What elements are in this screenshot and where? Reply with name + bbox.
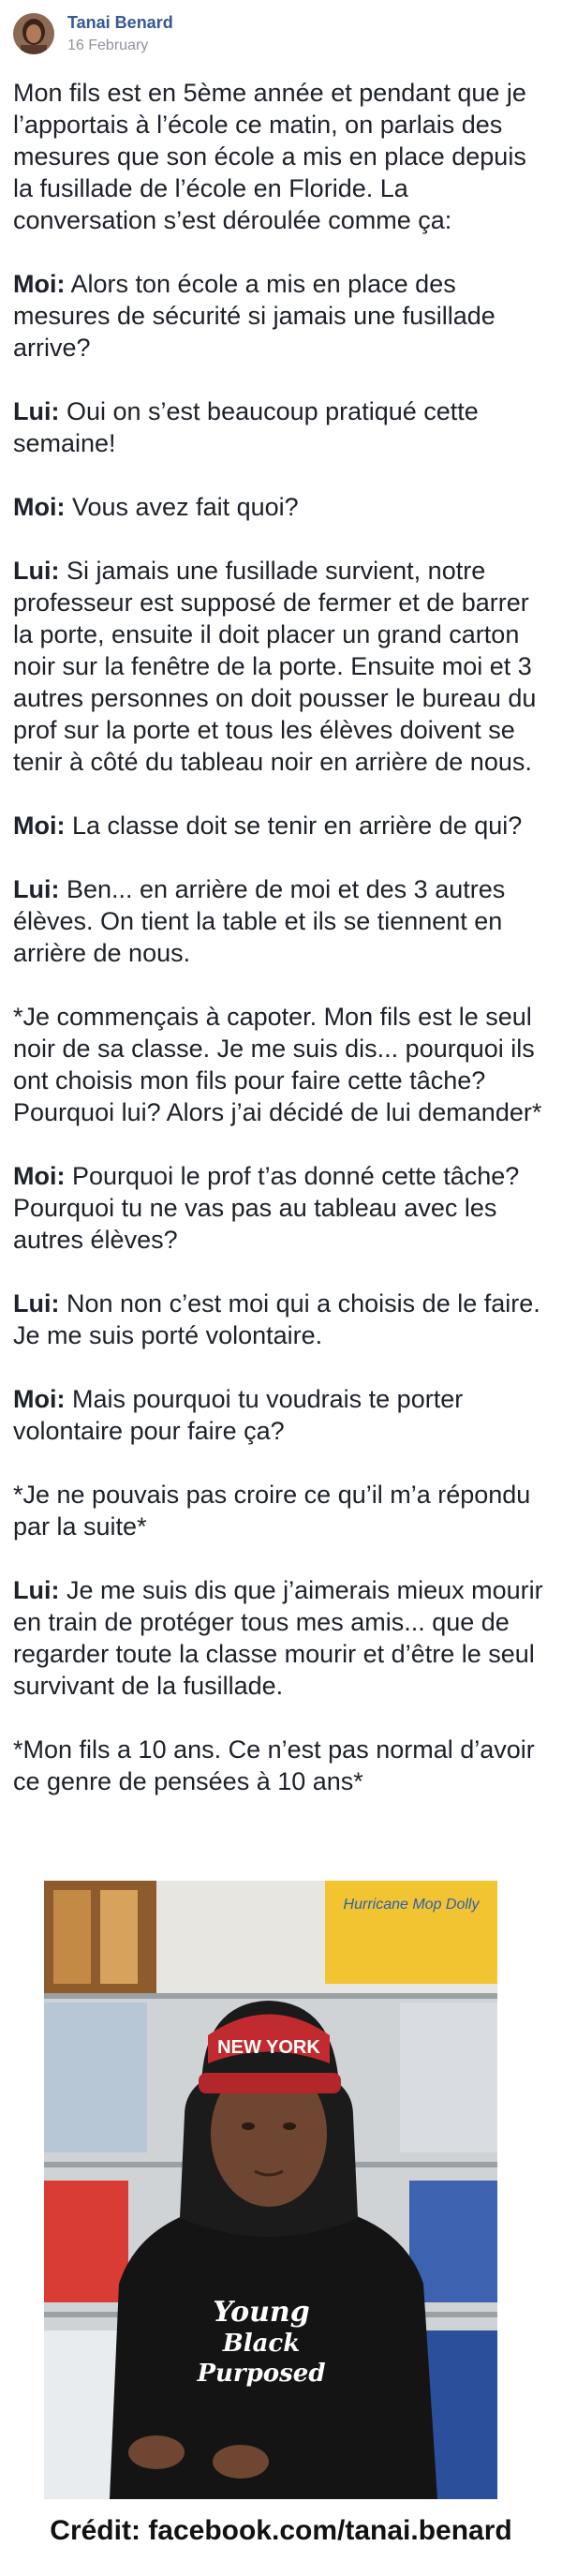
dialogue-paragraph (13, 1383, 549, 1447)
dialogue-text: Je me suis dis que j’aimerais mieux mourir en train de protéger tous mes amis... que de regarder toute la classe mourir et d’être le seul survivant de la fusillade. (13, 1576, 543, 1700)
hoodie-text-young: Young (213, 2296, 310, 2329)
speaker-label: Lui: (13, 1289, 60, 1318)
speaker-label: Lui: (13, 557, 60, 585)
dialogue-text: *Je commençais à capoter. Mon fils est le seul noir de sa classe. Je me suis dis... pourquoi ils ont choisis mon fils pour faire cette tâche? Pourquoi lui? Alors j’ai décidé de lui demander* (13, 1003, 542, 1126)
speaker-label: Lui: (13, 1576, 60, 1604)
post-date[interactable]: 16 February (67, 37, 149, 53)
dialogue-text: Si jamais une fusillade survient, notre professeur est supposé de fermer et de barrer la porte, ensuite il doit placer un grand carton noir sur la fenêtre de la porte. Ensuite moi et 3 autres personnes on doit pousser le bureau du prof sur la porte et tous les élèves doivent se tenir à côté du tableau noir en arrière de nous. (13, 557, 537, 776)
dialogue-paragraph (13, 1734, 549, 1797)
dialogue-paragraph (13, 1160, 549, 1256)
dialogue-text: Oui on s’est beaucoup pratiqué cette semaine! (13, 397, 479, 457)
dialogue-paragraph (13, 1574, 549, 1702)
hoodie-text-purposed: Purposed (197, 2360, 326, 2388)
speaker-label: Moi: (13, 270, 66, 298)
speaker-label: Moi: (13, 493, 66, 521)
intro-paragraph: Mon fils est en 5ème année et pendant que je l’apportais à l’école ce matin, on parlais des mesures que son école a mis en place depuis la fusillade de l’école en Floride. La conversation s’est déroulée comme ça: (13, 79, 526, 234)
speaker-label: Moi: (13, 1385, 66, 1413)
dialogue-paragraph (13, 1001, 549, 1128)
dialogue-text: Pourquoi le prof t’as donné cette tâche? Pourquoi tu ne vas pas au tableau avec les autres élèves? (13, 1162, 520, 1254)
post-text (13, 77, 549, 1829)
sign-text: Hurricane Mop Dolly (343, 1897, 480, 1913)
dialogue-text: Vous avez fait quoi? (65, 493, 299, 521)
dialogue-text: *Mon fils a 10 ans. Ce n’est pas normal d’avoir ce genre de pensées à 10 ans* (13, 1735, 535, 1795)
dialogue-text: Ben... en arrière de moi et des 3 autres élèves. On tient la table et ils se tiennent en arrière de nous. (13, 875, 506, 967)
dialogue-paragraph (13, 491, 549, 523)
dialogue-paragraph (13, 873, 549, 969)
dialogue-paragraph (13, 1479, 549, 1542)
credit-line: Crédit: facebook.com/tanai.benard (50, 2515, 512, 2546)
author-avatar[interactable] (13, 13, 54, 54)
speaker-label: Lui: (13, 397, 60, 425)
dialogue-text: La classe doit se tenir en arrière de qui? (65, 812, 523, 840)
speaker-label: Moi: (13, 812, 66, 840)
dialogue-text: Non non c’est moi qui a choisis de le faire. Je me suis porté volontaire. (13, 1289, 540, 1349)
post-header (0, 0, 562, 66)
author-name[interactable]: Tanai Benard (67, 13, 173, 32)
dialogue-paragraph (13, 555, 549, 778)
dialogue-paragraph (13, 395, 549, 459)
dialogue-paragraph (13, 1288, 549, 1351)
speaker-label: Moi: (13, 1162, 66, 1190)
speaker-label: Lui: (13, 875, 60, 903)
post-photo[interactable] (44, 1881, 497, 2499)
hoodie-text-black: Black (222, 2330, 301, 2358)
dialogue-text: Alors ton école a mis en place des mesures de sécurité si jamais une fusillade arrive? (13, 270, 495, 362)
dialogue-text: *Je ne pouvais pas croire ce qu’il m’a répondu par la suite* (13, 1481, 531, 1541)
cap-text: NEW YORK (217, 2037, 320, 2058)
dialogue-text: Mais pourquoi tu voudrais te porter volontaire pour faire ça? (13, 1385, 464, 1445)
dialogue-paragraph (13, 268, 549, 364)
dialogue-paragraph (13, 810, 549, 841)
